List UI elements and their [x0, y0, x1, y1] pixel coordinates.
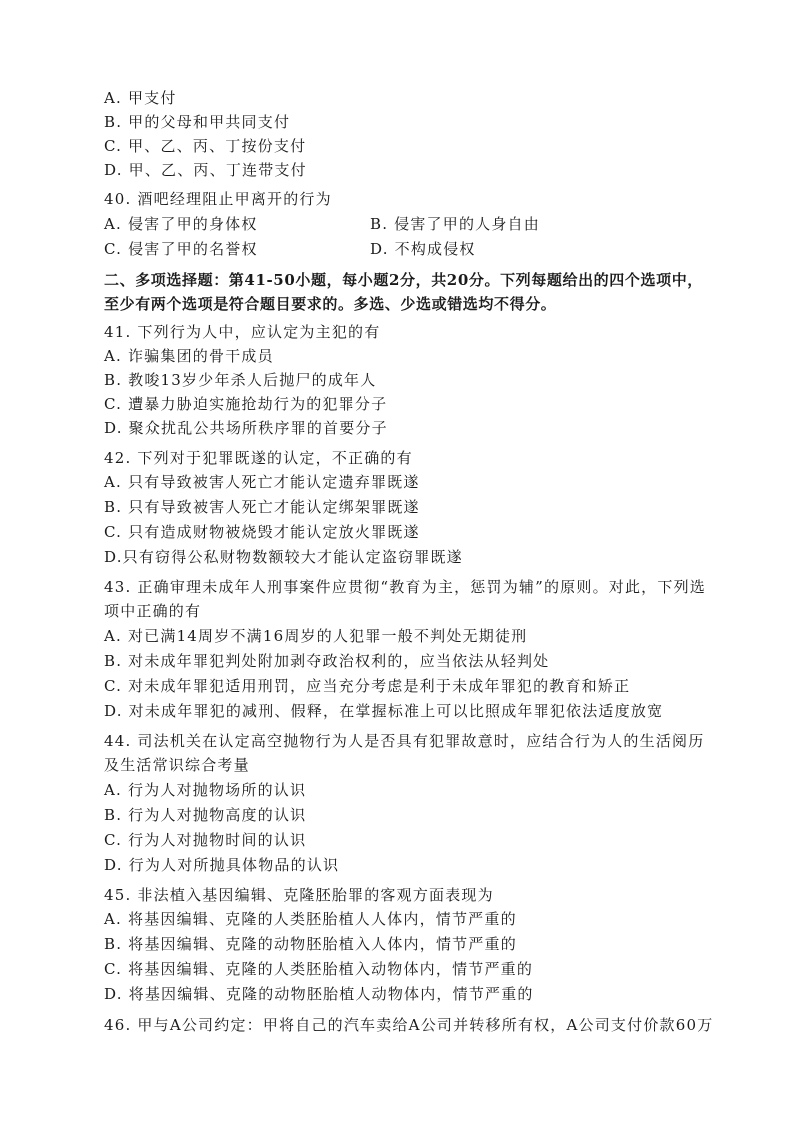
- q44-option-d: D. 行为人对所抛具体物品的认识: [104, 856, 340, 874]
- q42-option-d: D.只有窃得公私财物数额较大才能认定盗窃罪既遂: [104, 548, 463, 566]
- q39-option-c: C. 甲、乙、丙、丁按份支付: [104, 137, 307, 155]
- q43-option-a: A. 对已满14周岁不满16周岁的人犯罪一般不判处无期徒刑: [104, 627, 528, 645]
- q42-option-a: A. 只有导致被害人死亡才能认定遗弃罪既遂: [104, 473, 420, 491]
- q44-stem-line2: 及生活常识综合考量: [104, 756, 250, 774]
- q41-stem: 41. 下列行为人中，应认定为主犯的有: [104, 323, 381, 341]
- q40-option-b: B. 侵害了甲的人身自由: [370, 215, 540, 233]
- q40-options-row-2: [104, 237, 704, 261]
- q45-option-a: A. 将基因编辑、克隆的人类胚胎植人人体内，情节严重的: [104, 910, 517, 928]
- q44-option-b: B. 行为人对抛物高度的认识: [104, 806, 307, 824]
- q42-option-b: B. 只有导致被害人死亡才能认定绑架罪既遂: [104, 498, 420, 516]
- q43-option-d: D. 对未成年罪犯的减刑、假释，在掌握标准上可以比照成年罪犯依法适度放宽: [104, 702, 664, 720]
- q43-stem-line1: 43. 正确审理未成年人刑事案件应贯彻“教育为主，惩罚为辅”的原则。对此，下列选: [104, 578, 706, 596]
- q42-option-c: C. 只有造成财物被烧毁才能认定放火罪既遂: [104, 523, 420, 541]
- q45-option-b: B. 将基因编辑、克隆的动物胚胎植入人体内，情节严重的: [104, 935, 517, 953]
- q44-option-a: A. 行为人对抛物场所的认识: [104, 781, 307, 799]
- q40-option-a: A. 侵害了甲的身体权: [104, 215, 258, 233]
- q40-option-c: C. 侵害了甲的名誉权: [104, 240, 258, 258]
- q41-option-d: D. 聚众扰乱公共场所秩序罪的首要分子: [104, 419, 388, 437]
- q43-option-c: C. 对未成年罪犯适用刑罚，应当充分考虑是利于未成年罪犯的教育和矫正: [104, 677, 631, 695]
- q46-stem: 46. 甲与A公司约定：甲将自己的汽车卖给A公司并转移所有权，A公司支付价款60万: [104, 1016, 714, 1034]
- q39-option-b: B. 甲的父母和甲共同支付: [104, 113, 291, 131]
- q44-stem-line1: 44. 司法机关在认定高空抛物行为人是否具有犯罪故意时，应结合行为人的生活阅历: [104, 732, 705, 750]
- q41-option-a: A. 诈骗集团的骨干成员: [104, 347, 274, 365]
- q39-option-d: D. 甲、乙、丙、丁连带支付: [104, 161, 307, 179]
- q45-option-d: D. 将基因编辑、克隆的动物胚胎植人动物体内，情节严重的: [104, 985, 534, 1003]
- q44-option-c: C. 行为人对抛物时间的认识: [104, 831, 307, 849]
- q40-option-d: D. 不构成侵权: [370, 240, 476, 258]
- q40-options-row-1: [104, 212, 704, 236]
- q41-option-b: B. 教唆13岁少年杀人后抛尸的成年人: [104, 371, 377, 389]
- q43-stem-line2: 项中正确的有: [104, 602, 202, 620]
- q45-stem: 45. 非法植入基因编辑、克隆胚胎罪的客观方面表现为: [104, 886, 494, 904]
- q43-option-b: B. 对未成年罪犯判处附加剥夺政治权利的，应当依法从轻判处: [104, 652, 550, 670]
- section2-heading-line1: 二、多项选择题：第41-50小题，每小题2分，共20分。下列每题给出的四个选项中，: [104, 271, 703, 289]
- q42-stem: 42. 下列对于犯罪既遂的认定，不正确的有: [104, 449, 413, 467]
- q45-option-c: C. 将基因编辑、克隆的人类胚胎植入动物体内，情节严重的: [104, 960, 534, 978]
- q39-option-a: A. 甲支付: [104, 89, 177, 107]
- q41-option-c: C. 遭暴力胁迫实施抢劫行为的犯罪分子: [104, 395, 388, 413]
- q40-stem: 40. 酒吧经理阻止甲离开的行为: [104, 190, 332, 208]
- section2-heading-line2: 至少有两个选项是符合题目要求的。多选、少选或错选均不得分。: [104, 295, 557, 313]
